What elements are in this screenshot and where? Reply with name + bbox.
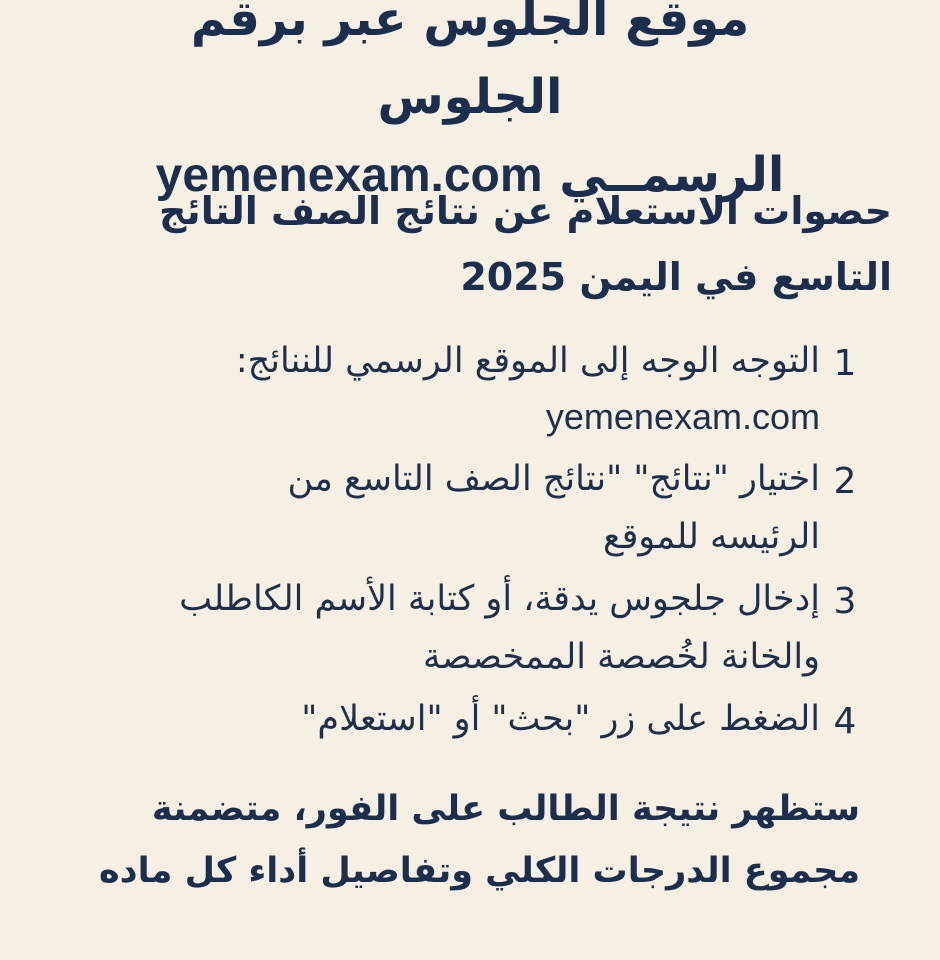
step-4-text: الضغط على زر "بحث" أو "استعلام": [301, 699, 820, 739]
step-1-link: yemenexam.com: [545, 396, 820, 437]
result-note-line-2: مجموع الدرجات الكلي وتفاصيل أداء كل ماده: [98, 851, 860, 891]
steps-list: [110, 332, 870, 758]
subtitle-line-1: حصوات الاستعلام عن نتائج الصف التائج: [159, 189, 892, 233]
site-name: yemenexam.com: [155, 149, 543, 202]
step-text: [110, 690, 820, 748]
step-1: [110, 332, 870, 446]
step-2-line-1: اختيار "نتائج" "نتائج الصف التاسع من: [287, 459, 820, 499]
title-line-1: موقع الجلوس عبر برقم الجلوس: [190, 0, 750, 125]
step-text: [110, 450, 820, 566]
step-number: 3: [833, 581, 857, 622]
step-number: 4: [833, 701, 857, 742]
subtitle-line-2: التاسع في اليمن 2025: [460, 255, 892, 299]
step-1-text: التوجه الوجه إلى الموقع الرسمي للننائج:: [235, 341, 820, 381]
step-text: [110, 332, 820, 446]
result-note-line-1: ستظهر نتيجة الطالب على الفور، متضمنة: [151, 789, 860, 829]
step-4: [110, 690, 870, 754]
result-note: [70, 778, 860, 902]
step-3-line-2: والخانة لخُصصة الممخصصة: [423, 637, 820, 677]
section-title: [132, 178, 892, 310]
step-3: [110, 570, 870, 686]
step-text: [110, 570, 820, 686]
step-number: 2: [833, 461, 857, 502]
step-number: 1: [833, 343, 857, 384]
step-2-line-2: الرئيسه للموقع: [602, 517, 820, 557]
title-line-2-arabic: الرسمــي: [559, 147, 785, 203]
step-3-line-1: إدخال جلجوس يدقة، أو كتابة الأسم الكاطلب: [179, 579, 820, 619]
step-2: [110, 450, 870, 566]
